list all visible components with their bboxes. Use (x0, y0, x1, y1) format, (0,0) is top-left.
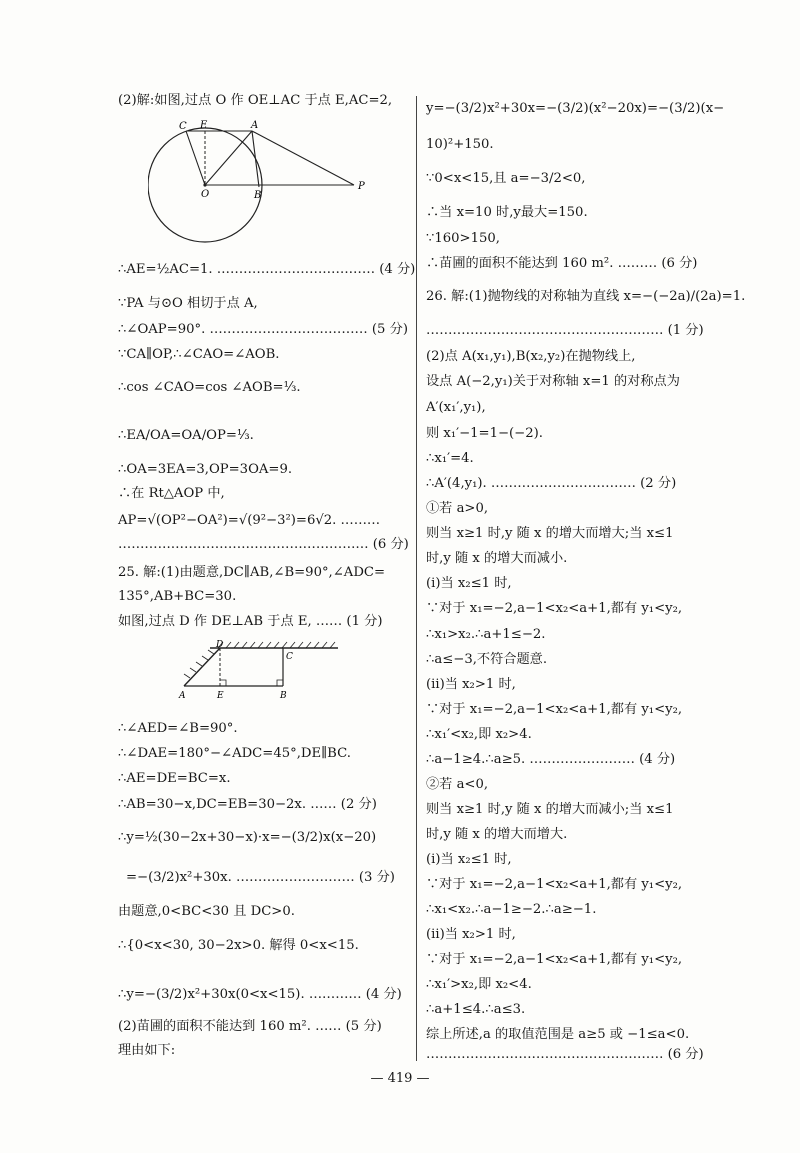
text-line: 则当 x≥1 时,y 随 x 的增大而增大;当 x≤1 (426, 526, 674, 541)
text-line: (2)苗圃的面积不能达到 160 m². …… (5 分) (118, 1019, 382, 1034)
text-line: ∴a−1≥4.∴a≥5. …………………… (4 分) (426, 752, 676, 767)
text-line: ∴a≤−3,不符合题意. (426, 652, 548, 667)
text-line: ∴y=½(30−2x+30−x)·x=−(3/2)x(x−20) (118, 830, 377, 845)
text-line: ∵对于 x₁=−2,a−1<x₂<a+1,都有 y₁<y₂, (426, 952, 683, 967)
text-line: ∴∠DAE=180°−∠ADC=45°,DE∥BC. (118, 746, 351, 761)
text-line: ②若 a<0, (426, 777, 489, 792)
text-line: 由题意,0<BC<30 且 DC>0. (118, 904, 295, 919)
figure-label-c: C (179, 121, 187, 132)
text-line: ∴苗圃的面积不能达到 160 m². ……… (6 分) (426, 256, 698, 271)
text-line: 则 x₁′−1=1−(−2). (426, 426, 543, 441)
text-line: (ⅰ)当 x₂≤1 时, (426, 852, 512, 867)
text-line: (2)解:如图,过点 O 作 OE⊥AC 于点 E,AC=2, (118, 93, 393, 108)
text-line: (2)点 A(x₁,y₁),B(x₂,y₂)在抛物线上, (426, 349, 636, 364)
text-line: (ⅰ)当 x₂≤1 时, (426, 576, 512, 591)
text-line: ∴AE=DE=BC=x. (118, 771, 231, 786)
question-25-heading: 25. 解:(1)由题意,DC∥AB,∠B=90°,∠ADC= (118, 565, 386, 580)
text-line: ∴x₁>x₂.∴a+1≤−2. (426, 627, 546, 642)
text-line: ∴AB=30−x,DC=EB=30−2x. …… (2 分) (118, 797, 377, 812)
figure-label-d: D (216, 640, 224, 650)
text-line: =−(3/2)x²+30x. ……………………… (3 分) (126, 870, 395, 885)
text-line: ∴a+1≤4.∴a≤3. (426, 1002, 526, 1017)
text-line: y=−(3/2)x²+30x=−(3/2)(x²−20x)=−(3/2)(x− (426, 101, 725, 116)
figure-label-p: P (358, 181, 365, 192)
figure-label-a: A (251, 120, 259, 131)
figure-label-b: B (254, 190, 262, 201)
text-line: ………………………………………………… (6 分) (118, 537, 409, 552)
figure-label-a: A (179, 691, 186, 701)
text-line: ∴OA=3EA=3,OP=3OA=9. (118, 462, 293, 477)
text-line: 理由如下: (118, 1043, 176, 1058)
text-line: ∴x₁′>x₂,即 x₂<4. (426, 977, 532, 992)
garden-figure (178, 638, 348, 702)
text-line: 10)²+150. (426, 137, 494, 152)
text-line: AP=√(OP²−OA²)=√(9²−3²)=6√2. ……… (118, 513, 381, 528)
text-line: 设点 A(−2,y₁)关于对称轴 x=1 的对称点为 (426, 374, 680, 389)
text-line: ……………………………………………… (6 分) (426, 1047, 704, 1062)
text-line: ∴x₁<x₂.∴a−1≥−2.∴a≥−1. (426, 902, 597, 917)
text-line: 时,y 随 x 的增大而减小. (426, 551, 568, 566)
text-line: ∴y=−(3/2)x²+30x(0<x<15). ………… (4 分) (118, 987, 402, 1002)
text-line: ∵0<x<15,且 a=−3/2<0, (426, 171, 586, 186)
figure-label-b: B (280, 691, 287, 701)
text-line: 则当 x≥1 时,y 随 x 的增大而减小;当 x≤1 (426, 802, 674, 817)
text-line: ∴{0<x<30, 30−2x>0. 解得 0<x<15. (118, 938, 359, 953)
text-line: ∴x₁′=4. (426, 451, 474, 466)
figure-label-e: E (217, 691, 224, 701)
figure-label-e: E (200, 120, 208, 131)
text-line: ∴在 Rt△AOP 中, (118, 486, 225, 501)
text-line: ∴x₁′<x₂,即 x₂>4. (426, 727, 532, 742)
text-line: (ⅱ)当 x₂>1 时, (426, 677, 516, 692)
text-line: ∴∠OAP=90°. ……………………………… (5 分) (118, 322, 408, 337)
text-line: 如图,过点 D 作 DE⊥AB 于点 E, …… (1 分) (118, 614, 383, 629)
text-line: 时,y 随 x 的增大而增大. (426, 827, 568, 842)
circle-tangent-figure (148, 117, 398, 267)
text-line: ……………………………………………… (1 分) (426, 323, 704, 338)
text-line: ∴EA/OA=OA/OP=⅓. (118, 428, 254, 443)
text-line: ∵对于 x₁=−2,a−1<x₂<a+1,都有 y₁<y₂, (426, 877, 683, 892)
figure-label-c: C (286, 652, 293, 662)
text-line: ∵对于 x₁=−2,a−1<x₂<a+1,都有 y₁<y₂, (426, 702, 683, 717)
text-line: ∴AE=½AC=1. ……………………………… (4 分) (118, 262, 416, 277)
column-divider (416, 96, 417, 1061)
text-line: ∵PA 与⊙O 相切于点 A, (118, 296, 258, 311)
text-line: ∴A′(4,y₁). …………………………… (2 分) (426, 476, 677, 491)
text-line: ∴当 x=10 时,y最大=150. (426, 205, 588, 220)
text-line: ∴cos ∠CAO=cos ∠AOB=⅓. (118, 380, 301, 395)
page-number: — 419 — (370, 1071, 430, 1086)
text-line: ∴∠AED=∠B=90°. (118, 721, 238, 736)
text-line: A′(x₁′,y₁), (426, 400, 486, 415)
text-line: ∵对于 x₁=−2,a−1<x₂<a+1,都有 y₁<y₂, (426, 601, 683, 616)
text-line: ①若 a>0, (426, 501, 489, 516)
question-26-heading: 26. 解:(1)抛物线的对称轴为直线 x=−(−2a)/(2a)=1. (426, 289, 746, 304)
text-line: 135°,AB+BC=30. (118, 589, 237, 604)
text-line: (ⅱ)当 x₂>1 时, (426, 927, 516, 942)
figure-label-o: O (201, 189, 210, 200)
text-line: ∵CA∥OP,∴∠CAO=∠AOB. (118, 347, 280, 362)
text-line: ∵160>150, (426, 231, 500, 246)
text-line: 综上所述,a 的取值范围是 a≥5 或 −1≤a<0. (426, 1027, 690, 1042)
